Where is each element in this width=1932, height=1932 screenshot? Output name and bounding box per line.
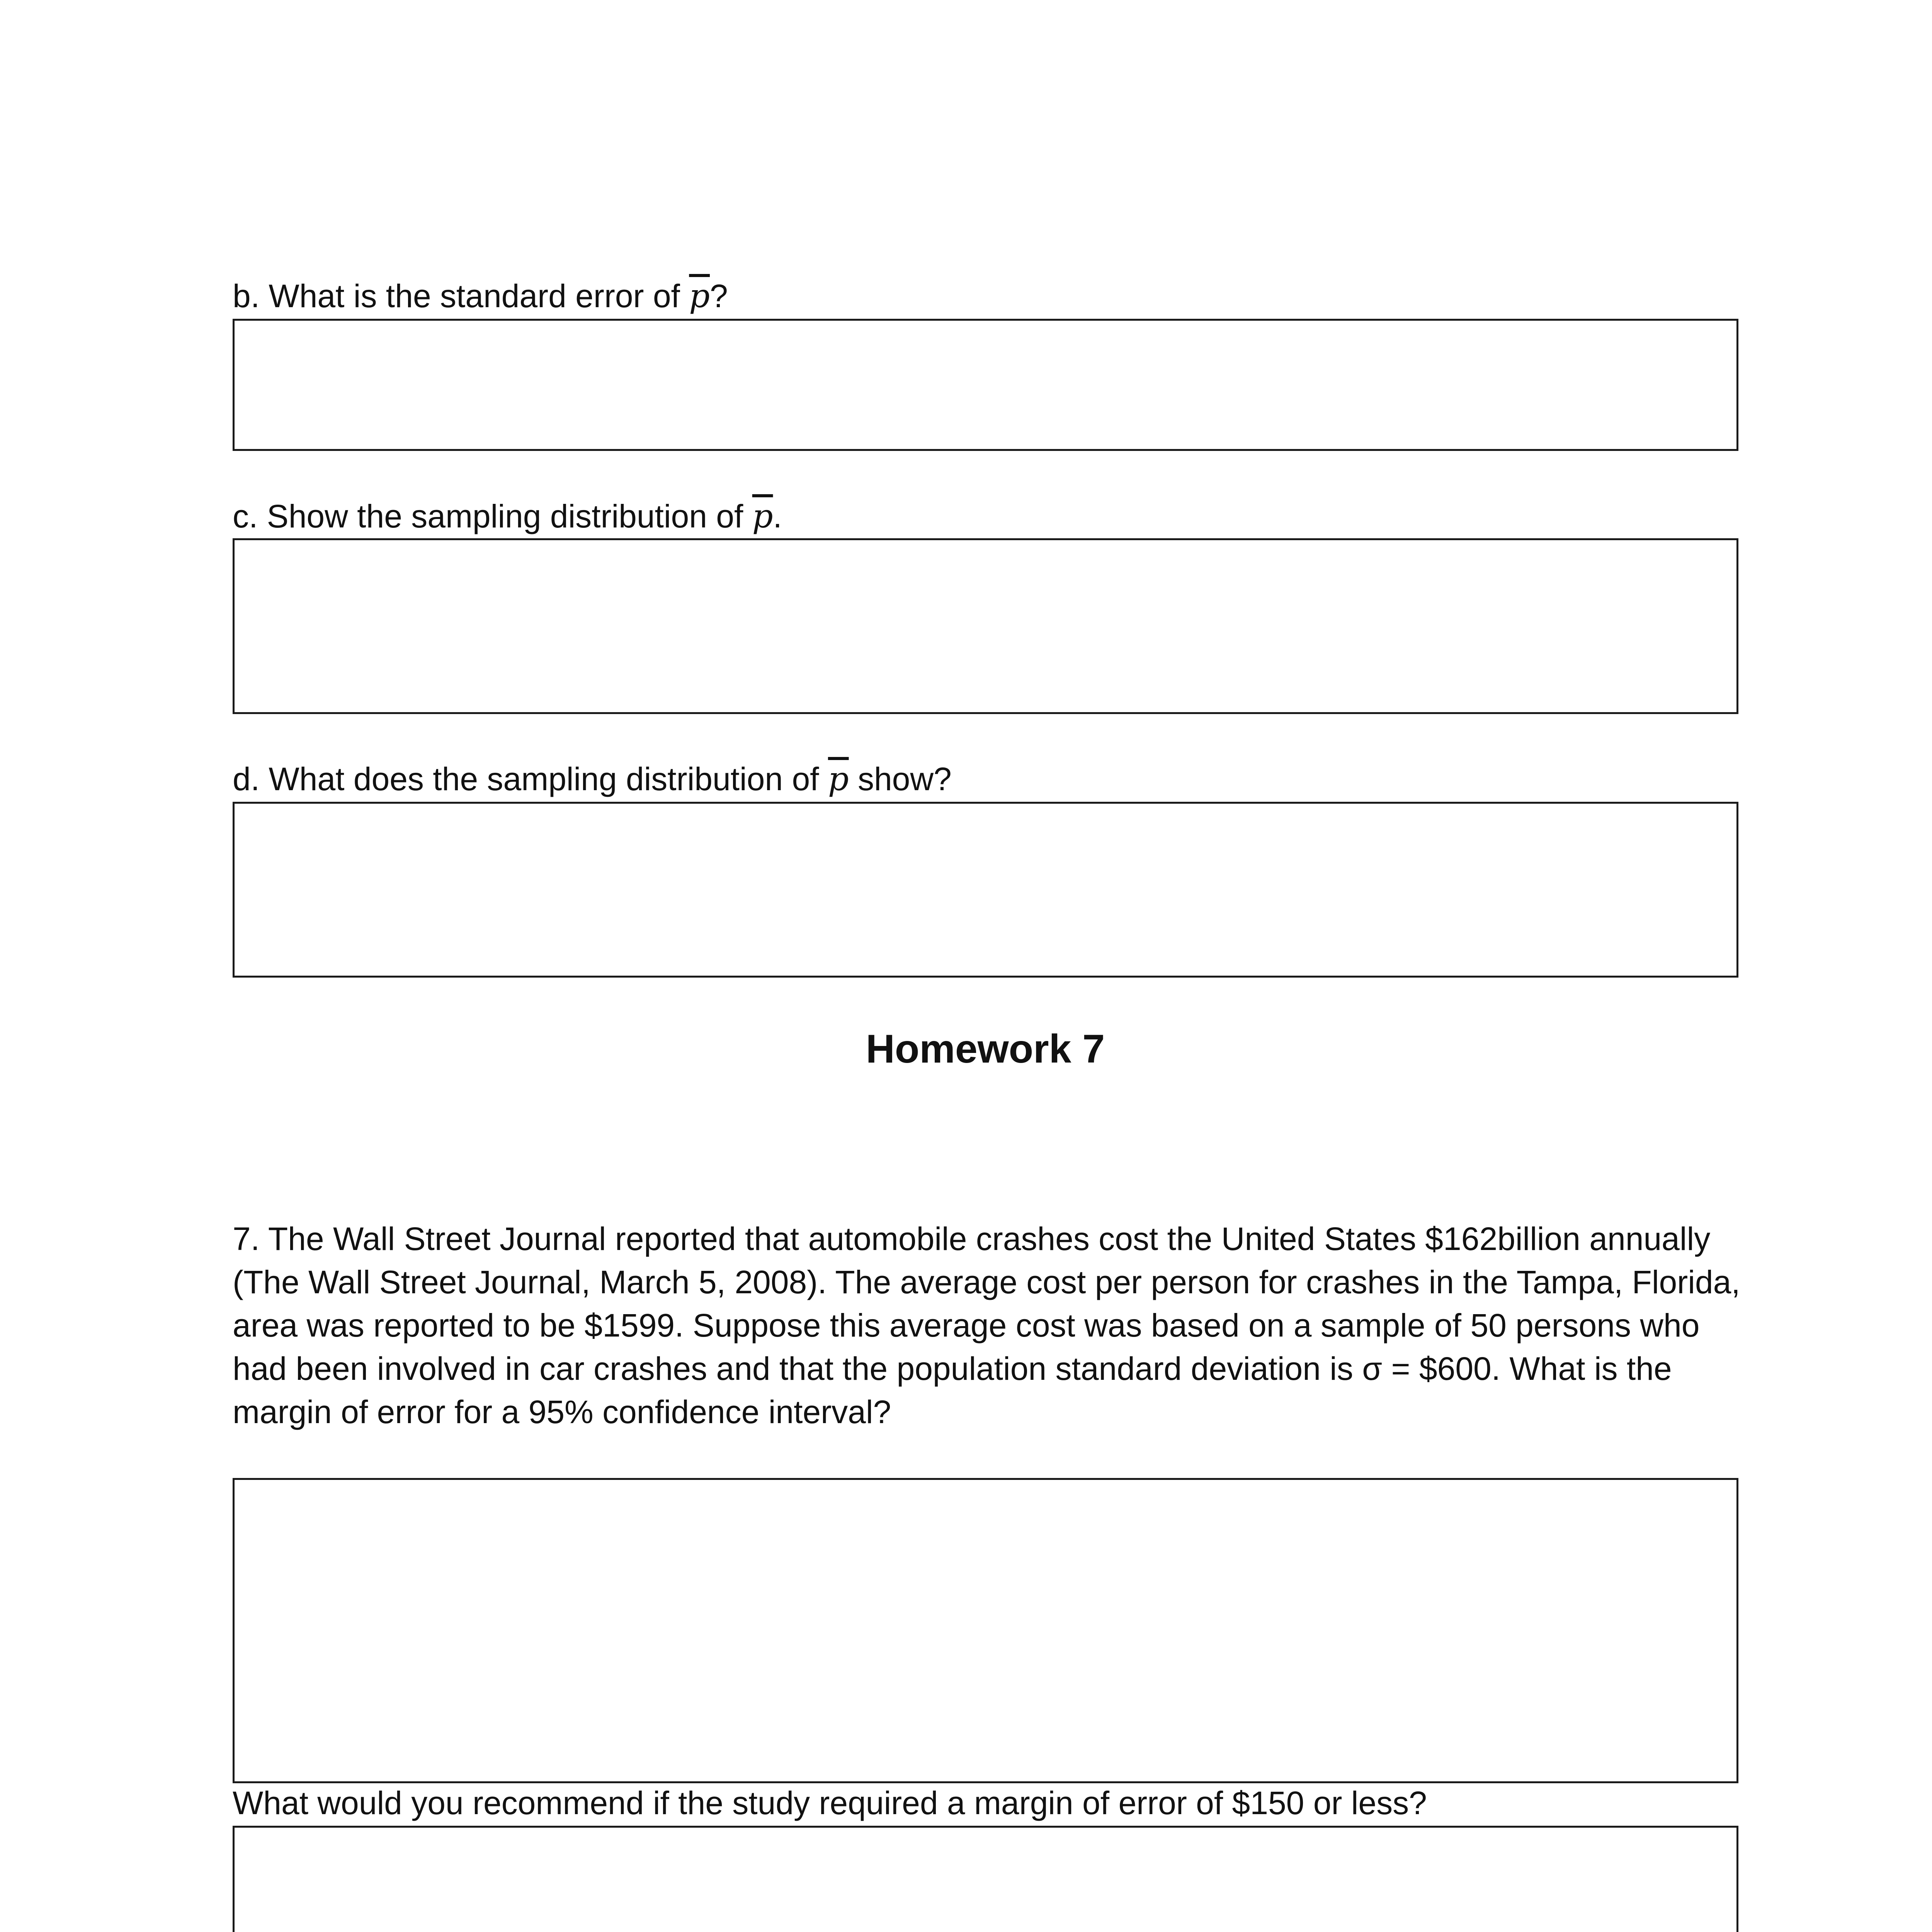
question-c-label [233, 495, 782, 538]
problem-7-followup: What would you recommend if the study required a margin of error of $150 or less? [233, 1785, 1427, 1821]
problem-7-line: 7. The Wall Street Journal reported that automobile crashes cost the United States $162billion annually [233, 1221, 1711, 1257]
answer-box-7-followup[interactable] [233, 1826, 1738, 1932]
problem-7-text [233, 1217, 1763, 1434]
problem-7-line: had been involved in car crashes and that the population standard deviation is σ = $600. What is the [233, 1350, 1672, 1387]
answer-box-d[interactable] [233, 802, 1738, 978]
problem-7-line: (The Wall Street Journal, March 5, 2008). The average cost per person for crashes in the Tampa, Florida, [233, 1264, 1740, 1300]
problem-7-line: area was reported to be $1599. Suppose this average cost was based on a sample of 50 persons who [233, 1307, 1700, 1344]
question-b-label [233, 274, 728, 318]
question-d-suffix: show? [849, 761, 952, 797]
question-c-prefix: c. Show the sampling distribution of [233, 498, 752, 534]
answer-box-c[interactable] [233, 538, 1738, 714]
question-d-label [233, 757, 952, 801]
problem-7-line: margin of error for a 95% confidence interval? [233, 1394, 891, 1430]
p-bar-symbol: $\overline{p}$ [828, 760, 849, 798]
answer-box-7[interactable] [233, 1478, 1738, 1783]
p-bar-symbol: $\overline{p}$ [689, 277, 710, 315]
question-b-suffix: ? [710, 278, 728, 314]
p-bar-symbol: $\overline{p}$ [752, 497, 773, 535]
section-title: Homework 7 [866, 1027, 1105, 1071]
question-d-prefix: d. What does the sampling distribution of [233, 761, 828, 797]
question-b-prefix: b. What is the standard error of [233, 278, 689, 314]
answer-box-b[interactable] [233, 319, 1738, 451]
question-c-suffix: . [773, 498, 782, 534]
